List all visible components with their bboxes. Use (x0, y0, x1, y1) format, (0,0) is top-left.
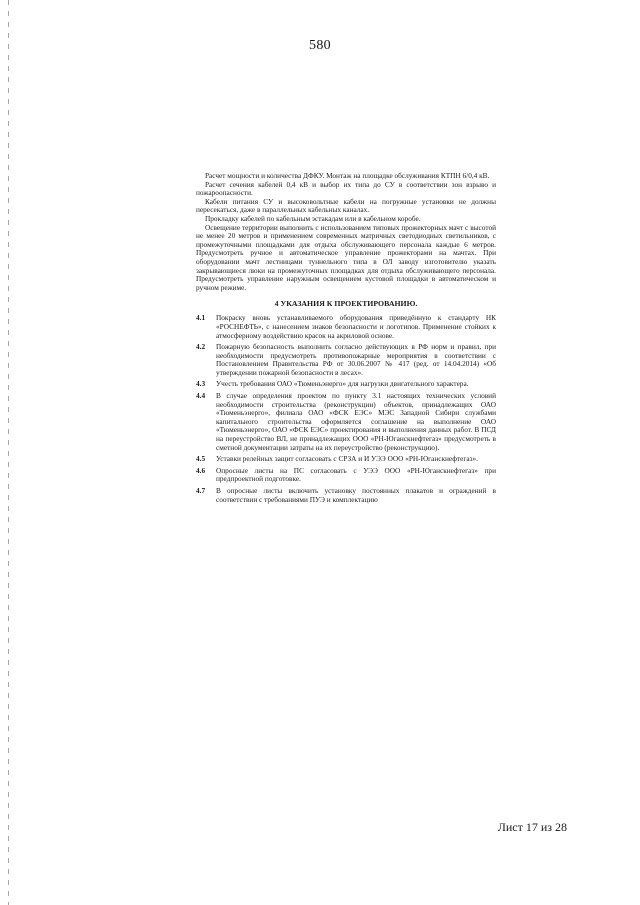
item-text: Опросные листы на ПС согласовать с УЭЭ ООО «РН-Юганскнефтегаз» при предпроектной подготовке. (216, 465, 496, 484)
item-number: 4.3 (196, 379, 206, 389)
page-number: 580 (309, 38, 331, 53)
item-number: 4.6 (196, 465, 206, 475)
item-text: В опросные листы включить установку постоянных плакатов и ограждений в соответствии с требованиями ПУЭ и комплектацию (216, 486, 496, 504)
item-number: 4.1 (196, 313, 206, 323)
item-number: 4.2 (196, 342, 206, 352)
paragraph-dfku: Расчет мощности и количества ДФКУ. Монтаж на площадке обслуживания КТПН 6/0,4 кВ. (205, 171, 490, 180)
item-number: 4.7 (196, 486, 206, 495)
paragraph-lighting: Освещение территории выполнить с использованием типовых прожекторных мачт с высотой не менее 20 метров и применением современных матричных светодиодных светильников, с промежуточными площадками для отдыха обслуживающего персонала каждые 6 метров. Предусмотреть ручное и автоматическое управление прожекторами на мачтах. При оборудовании мачт лестницами туннельного типа в ОЛ заводу изготовителю указать закрывающиеся люки на промежуточных площадках для отдыха обслуживающего персонала. Предусмотреть управление наружным освещением кустовой площадки в автоматическом и ручном режиме. (196, 222, 496, 292)
list-item (196, 380, 496, 389)
document-body (196, 172, 496, 507)
list-item (196, 314, 496, 340)
list-item (196, 343, 496, 377)
item-number: 4.5 (196, 454, 206, 464)
item-text: Покраску вновь устанавливаемого оборудования приведённую к стандарту НК «РОСНЕФТЬ», с нанесением знаков безопасности и логотипов. Применение стойких к атмосферному воздействию красок на акриловой основе. (216, 313, 496, 340)
scan-edge-line (8, 0, 9, 905)
item-text: Уставки релейных защит согласовать с СРЗА и И УЭЭ ООО «РН-Юганскнефтегаз». (216, 454, 479, 464)
list-item (196, 392, 496, 452)
paragraph-cable-section: Расчет сечения кабелей 0,4 кВ и выбор их типа до СУ в соответствии зон взрыво и пожароопасности. (196, 179, 496, 198)
sheet-counter: Лист 17 из 28 (497, 820, 567, 834)
item-text: Учесть требования ОАО «Тюменьэнерго» для нагрузки двигательного характера. (216, 379, 469, 389)
list-item (196, 467, 496, 484)
paragraph-cable-crossing: Кабели питания СУ и высоковольтные кабели на погружные установки не должны пересекаться, даже в параллельных кабельных каналах. (196, 196, 496, 215)
item-text: В случае определения проектом по пункту 3.1 настоящих технических условий необходимости строительства (реконструкции) объектов, принадлежащих ОАО «Тюменьэнерго», филиала ОАО «ФСК ЕЭС» МЭС Западной Сибири службами капитального строительства оформляется соглашение на выполнение ОАО «Тюменьэнерго», ОАО «ФСК ЕЭС» проектирования и выполнения данных работ. В ПСД на переустройство ВЛ, не принадлежащих ООО «РН-Юганскнефтегаз» предусмотреть в сметной документации затраты на их переустройство (реконструкцию). (216, 391, 496, 452)
item-number: 4.4 (196, 391, 206, 401)
section-title: 4 УКАЗАНИЯ К ПРОЕКТИРОВАНИЮ. (274, 299, 418, 309)
item-text: Пожарную безопасность выполнить согласно действующих в РФ норм и правил, при необходимости предусмотреть противопожарные мероприятия в соответствии с Постановлением Правительства РФ от 30.06.2007 № 417 (ред. от 14.04.2014) «Об утверждении пожарной безопасности в лесах». (216, 342, 496, 377)
list-item (196, 455, 496, 464)
paragraph-cable-routing: Прокладку кабелей по кабельным эстакадам или в кабельном коробе. (205, 213, 421, 223)
list-item (196, 487, 496, 504)
